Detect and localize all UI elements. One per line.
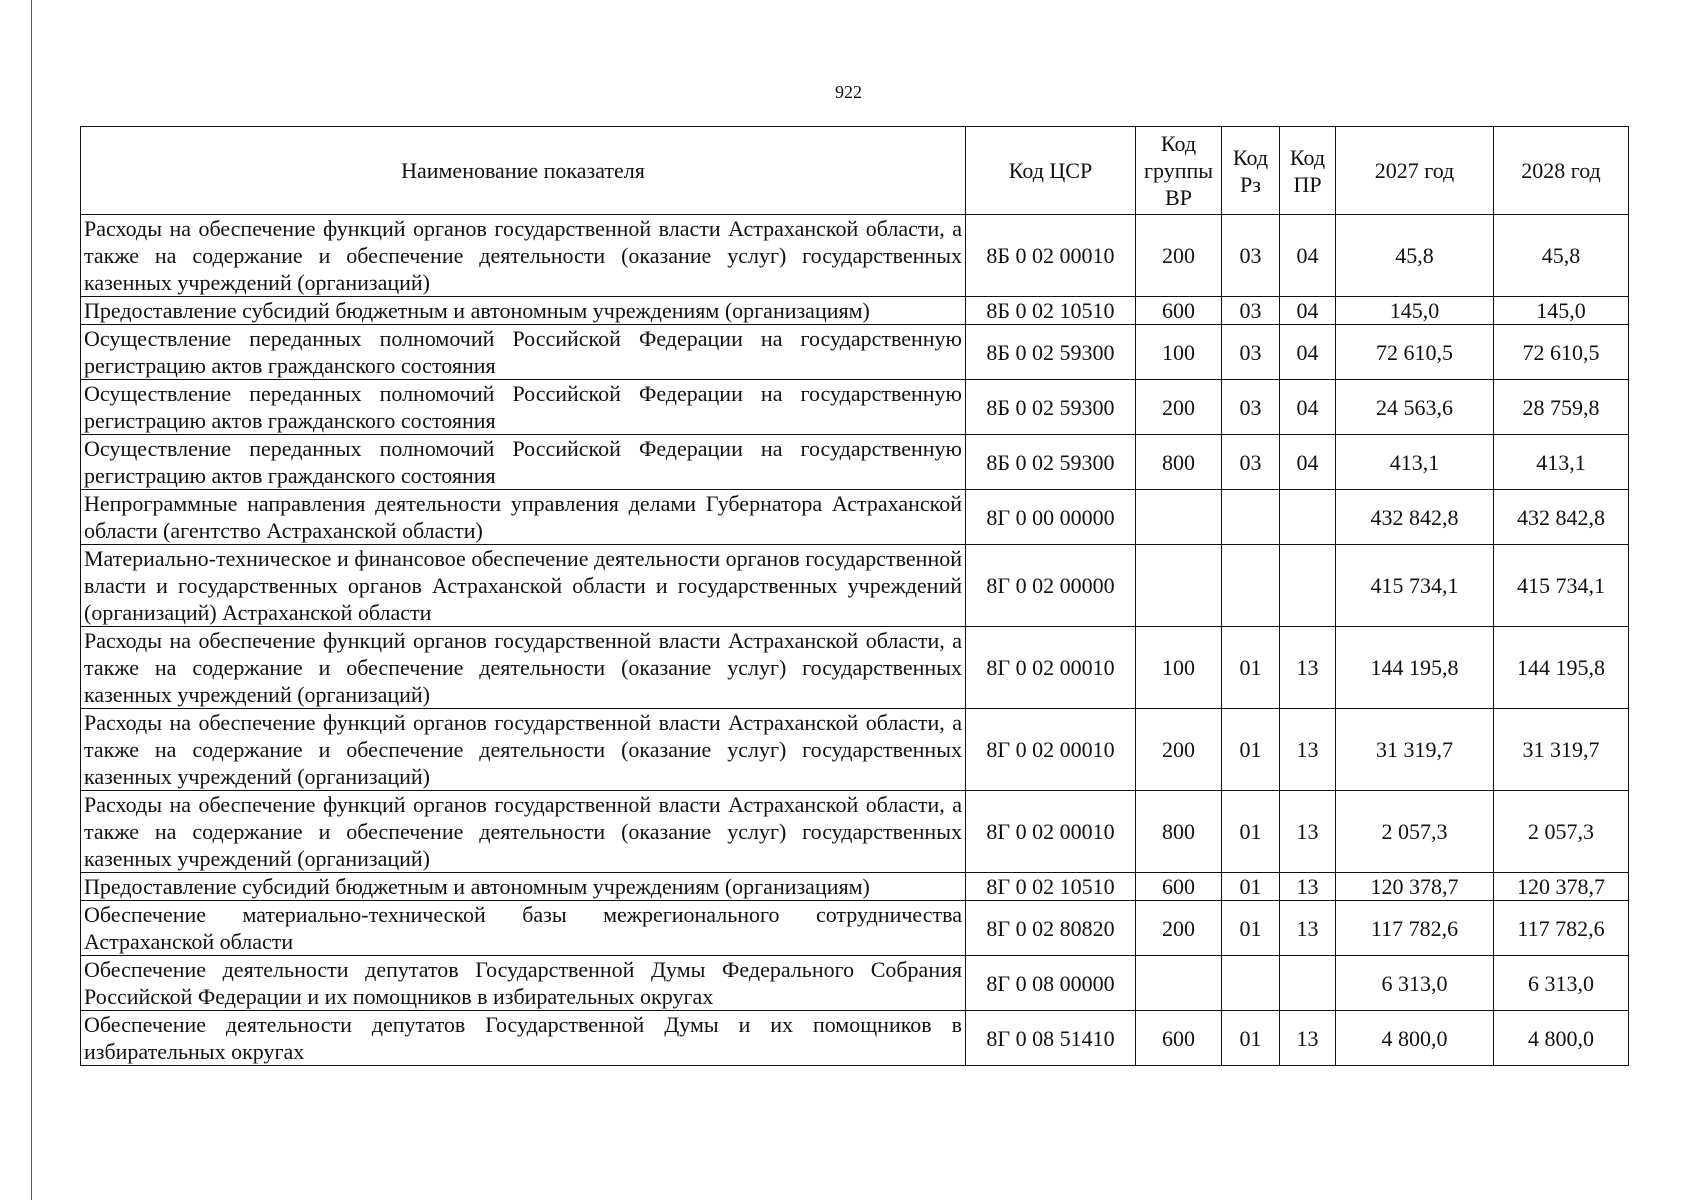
row-2027: 31 319,7	[1336, 709, 1494, 791]
row-2028: 413,1	[1494, 435, 1629, 490]
row-2027: 6 313,0	[1336, 956, 1494, 1011]
row-csr: 8Б 0 02 10510	[966, 297, 1136, 325]
row-2028: 145,0	[1494, 297, 1629, 325]
row-2028: 117 782,6	[1494, 901, 1629, 956]
row-2027: 145,0	[1336, 297, 1494, 325]
row-rz	[1222, 545, 1280, 627]
row-name: Осуществление переданных полномочий Российской Федерации на государственную регистрацию актов гражданского состояния	[81, 435, 966, 490]
table-row	[81, 490, 1629, 545]
row-vr: 800	[1136, 791, 1222, 873]
table-row	[81, 435, 1629, 490]
row-name: Расходы на обеспечение функций органов государственной власти Астраханской области, а также на содержание и обеспечение деятельности (оказание услуг) государственных казенных учреждений (организаций)	[81, 215, 966, 297]
row-pr: 13	[1280, 627, 1336, 709]
table-header-row	[81, 127, 1629, 215]
row-2027: 120 378,7	[1336, 873, 1494, 901]
row-pr: 13	[1280, 709, 1336, 791]
row-2028: 120 378,7	[1494, 873, 1629, 901]
row-vr: 200	[1136, 215, 1222, 297]
row-vr: 600	[1136, 1011, 1222, 1066]
row-2028: 6 313,0	[1494, 956, 1629, 1011]
table-row	[81, 873, 1629, 901]
header-name: Наименование показателя	[81, 127, 966, 215]
row-vr: 600	[1136, 297, 1222, 325]
row-2027: 117 782,6	[1336, 901, 1494, 956]
header-2027: 2027 год	[1336, 127, 1494, 215]
row-2027: 24 563,6	[1336, 380, 1494, 435]
row-2028: 415 734,1	[1494, 545, 1629, 627]
row-csr: 8Г 0 02 10510	[966, 873, 1136, 901]
row-vr: 800	[1136, 435, 1222, 490]
row-pr: 04	[1280, 215, 1336, 297]
row-pr: 04	[1280, 297, 1336, 325]
row-csr: 8Г 0 08 51410	[966, 1011, 1136, 1066]
row-csr: 8Г 0 02 00010	[966, 627, 1136, 709]
header-csr: Код ЦСР	[966, 127, 1136, 215]
header-2028: 2028 год	[1494, 127, 1629, 215]
budget-table	[80, 126, 1629, 1066]
row-2028: 28 759,8	[1494, 380, 1629, 435]
row-2028: 45,8	[1494, 215, 1629, 297]
row-name: Материально-техническое и финансовое обеспечение деятельности органов государственной власти и государственных органов Астраханской области и государственных учреждений (организаций) Астраханской области	[81, 545, 966, 627]
row-name: Расходы на обеспечение функций органов государственной власти Астраханской области, а также на содержание и обеспечение деятельности (оказание услуг) государственных казенных учреждений (организаций)	[81, 791, 966, 873]
row-pr: 13	[1280, 873, 1336, 901]
row-pr: 04	[1280, 325, 1336, 380]
row-name: Расходы на обеспечение функций органов государственной власти Астраханской области, а также на содержание и обеспечение деятельности (оказание услуг) государственных казенных учреждений (организаций)	[81, 709, 966, 791]
table-row	[81, 325, 1629, 380]
row-rz: 03	[1222, 215, 1280, 297]
row-2027: 4 800,0	[1336, 1011, 1494, 1066]
header-vr: Код группы ВР	[1136, 127, 1222, 215]
row-2027: 72 610,5	[1336, 325, 1494, 380]
row-csr: 8Б 0 02 59300	[966, 380, 1136, 435]
row-2028: 72 610,5	[1494, 325, 1629, 380]
row-name: Обеспечение деятельности депутатов Государственной Думы и их помощников в избирательных округах	[81, 1011, 966, 1066]
header-rz: Код Рз	[1222, 127, 1280, 215]
row-2027: 432 842,8	[1336, 490, 1494, 545]
header-pr: Код ПР	[1280, 127, 1336, 215]
row-name: Расходы на обеспечение функций органов государственной власти Астраханской области, а также на содержание и обеспечение деятельности (оказание услуг) государственных казенных учреждений (организаций)	[81, 627, 966, 709]
binding-line	[31, 0, 32, 1200]
row-csr: 8Г 0 02 00010	[966, 791, 1136, 873]
row-csr: 8Г 0 00 00000	[966, 490, 1136, 545]
row-name: Предоставление субсидий бюджетным и автономным учреждениям (организациям)	[81, 297, 966, 325]
row-pr: 04	[1280, 435, 1336, 490]
row-csr: 8Б 0 02 59300	[966, 325, 1136, 380]
row-rz: 03	[1222, 297, 1280, 325]
row-vr	[1136, 545, 1222, 627]
row-rz: 03	[1222, 435, 1280, 490]
row-name: Непрограммные направления деятельности управления делами Губернатора Астраханской области (агентство Астраханской области)	[81, 490, 966, 545]
table-row	[81, 215, 1629, 297]
row-pr: 04	[1280, 380, 1336, 435]
row-vr: 200	[1136, 901, 1222, 956]
table-row	[81, 545, 1629, 627]
row-rz: 01	[1222, 791, 1280, 873]
page-number: 922	[835, 82, 862, 102]
row-rz: 01	[1222, 1011, 1280, 1066]
row-csr: 8Б 0 02 00010	[966, 215, 1136, 297]
table-row	[81, 901, 1629, 956]
row-rz	[1222, 490, 1280, 545]
row-2027: 144 195,8	[1336, 627, 1494, 709]
row-2027: 2 057,3	[1336, 791, 1494, 873]
row-name: Обеспечение деятельности депутатов Государственной Думы Федерального Собрания Российской Федерации и их помощников в избирательных округах	[81, 956, 966, 1011]
row-2028: 432 842,8	[1494, 490, 1629, 545]
row-name: Осуществление переданных полномочий Российской Федерации на государственную регистрацию актов гражданского состояния	[81, 325, 966, 380]
table-row	[81, 297, 1629, 325]
table-row	[81, 380, 1629, 435]
row-vr	[1136, 956, 1222, 1011]
row-rz: 01	[1222, 873, 1280, 901]
row-2027: 415 734,1	[1336, 545, 1494, 627]
row-2028: 4 800,0	[1494, 1011, 1629, 1066]
row-vr: 600	[1136, 873, 1222, 901]
row-2027: 45,8	[1336, 215, 1494, 297]
row-rz: 03	[1222, 325, 1280, 380]
row-2028: 144 195,8	[1494, 627, 1629, 709]
row-rz: 01	[1222, 709, 1280, 791]
row-rz: 01	[1222, 627, 1280, 709]
row-vr	[1136, 490, 1222, 545]
row-pr: 13	[1280, 1011, 1336, 1066]
row-vr: 100	[1136, 627, 1222, 709]
table-row	[81, 791, 1629, 873]
row-pr: 13	[1280, 791, 1336, 873]
row-vr: 200	[1136, 380, 1222, 435]
row-rz: 03	[1222, 380, 1280, 435]
row-pr	[1280, 545, 1336, 627]
row-pr	[1280, 956, 1336, 1011]
row-csr: 8Г 0 08 00000	[966, 956, 1136, 1011]
row-name: Обеспечение материально-технической базы межрегионального сотрудничества Астраханской области	[81, 901, 966, 956]
table-row	[81, 627, 1629, 709]
row-csr: 8Г 0 02 80820	[966, 901, 1136, 956]
row-vr: 200	[1136, 709, 1222, 791]
row-name: Предоставление субсидий бюджетным и автономным учреждениям (организациям)	[81, 873, 966, 901]
row-rz: 01	[1222, 901, 1280, 956]
row-vr: 100	[1136, 325, 1222, 380]
row-csr: 8Б 0 02 59300	[966, 435, 1136, 490]
table-row	[81, 956, 1629, 1011]
table-row	[81, 1011, 1629, 1066]
row-rz	[1222, 956, 1280, 1011]
table-row	[81, 709, 1629, 791]
row-2027: 413,1	[1336, 435, 1494, 490]
row-2028: 2 057,3	[1494, 791, 1629, 873]
row-pr	[1280, 490, 1336, 545]
row-csr: 8Г 0 02 00010	[966, 709, 1136, 791]
row-csr: 8Г 0 02 00000	[966, 545, 1136, 627]
row-pr: 13	[1280, 901, 1336, 956]
row-2028: 31 319,7	[1494, 709, 1629, 791]
row-name: Осуществление переданных полномочий Российской Федерации на государственную регистрацию актов гражданского состояния	[81, 380, 966, 435]
